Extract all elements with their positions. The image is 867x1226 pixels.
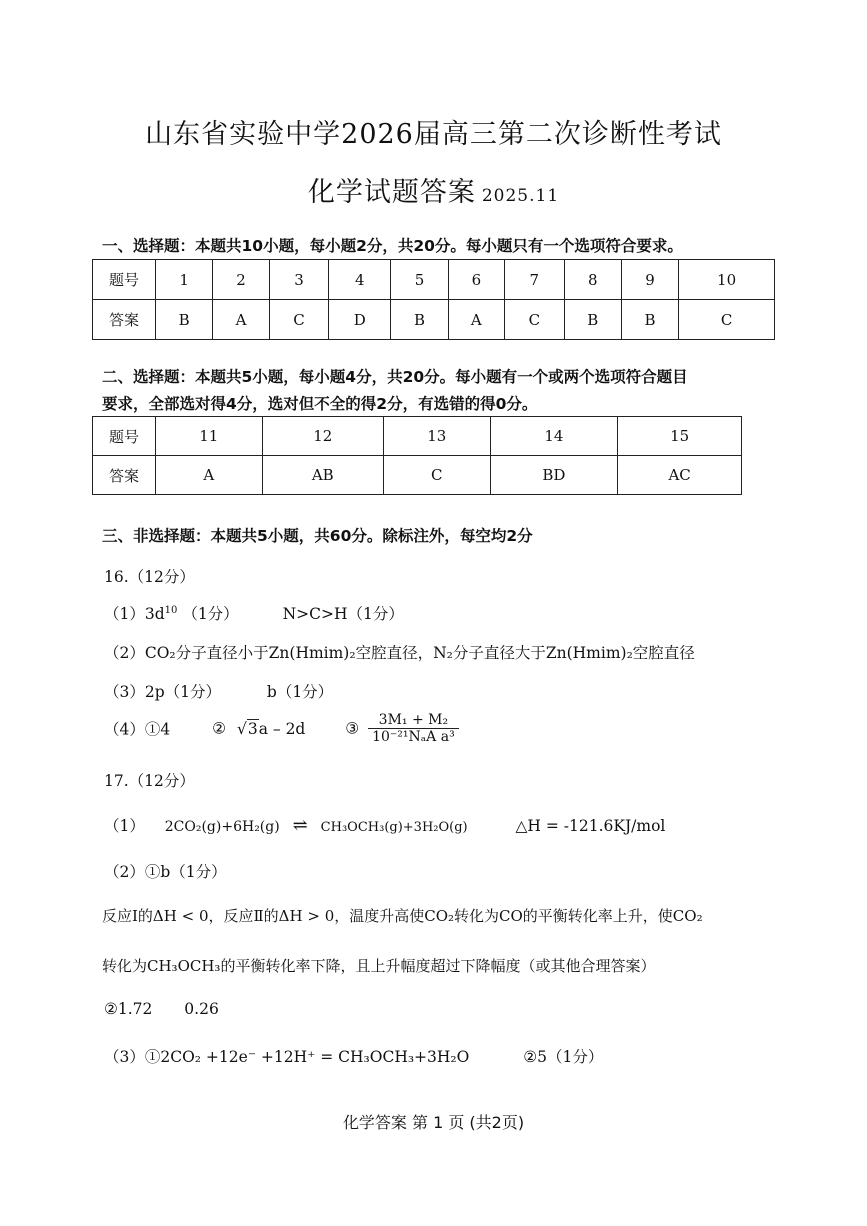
q17-part2-values — [104, 1000, 219, 1018]
q16-part2: （2）CO₂分子直径小于Zn(Hmim)₂空腔直径，N₂分子直径大于Zn(Hmim)₂空腔直径 — [104, 644, 695, 662]
answer-cell: AB — [262, 456, 383, 495]
q16-p3-b: b（1分） — [266, 683, 334, 701]
answer-cell: D — [329, 300, 391, 340]
q17-eq-right: CH₃OCH₃(g)+3H₂O(g) — [320, 820, 468, 835]
question-number-cell: 9 — [621, 260, 678, 300]
fraction-numerator: 3M₁ + M₂ — [368, 712, 459, 729]
question-number-label: 题号 — [93, 260, 156, 300]
q16-p4-c: ③ — [345, 719, 360, 738]
answer-label: 答案 — [93, 300, 156, 340]
sqrt-expression: √3a – 2d — [236, 719, 306, 738]
question-number-cell: 3 — [269, 260, 328, 300]
q16-title: 16.（12分） — [104, 568, 195, 586]
question-number-cell: 6 — [448, 260, 504, 300]
question-number-cell: 2 — [213, 260, 269, 300]
answer-cell: A — [156, 456, 263, 495]
answer-cell: B — [391, 300, 448, 340]
answer-cell: C — [505, 300, 564, 340]
section3-heading: 三、非选择题：本题共5小题，共60分。除标注外，每空均2分 — [102, 527, 533, 545]
question-number-cell: 10 — [679, 260, 775, 300]
page-subtitle — [0, 170, 867, 209]
answer-cell: BD — [490, 456, 618, 495]
question-number-cell: 11 — [156, 417, 263, 456]
answer-cell: B — [156, 300, 213, 340]
question-number-cell: 12 — [262, 417, 383, 456]
q17-p2-c: 0.26 — [184, 1000, 219, 1018]
section1-heading: 一、选择题：本题共10小题，每小题2分，共20分。每小题只有一个选项符合要求。 — [102, 237, 683, 255]
section2-heading-line2: 要求，全部选对得4分，选对但不全的得2分，有选错的得0分。 — [102, 395, 538, 413]
question-number-cell: 14 — [490, 417, 618, 456]
q16-part1 — [104, 602, 404, 624]
q17-p1-prefix: （1） — [104, 817, 145, 835]
q17-p3-a: （3）①2CO₂ +12e⁻ +12H⁺ = CH₃OCH₃+3H₂O — [104, 1048, 470, 1066]
density-fraction — [368, 712, 459, 745]
answer-cell: C — [679, 300, 775, 340]
section1-answer-table — [92, 259, 775, 340]
q16-p4-a: （4）①4 — [104, 720, 171, 739]
q17-explanation-line2: 转化为CH₃OCH₃的平衡转化率下降，且上升幅度超过下降幅度（或其他合理答案） — [102, 957, 656, 975]
question-number-label: 题号 — [93, 417, 156, 456]
q17-title: 17.（12分） — [104, 772, 195, 790]
fraction-denominator: 10⁻²¹NₐA a³ — [372, 729, 455, 745]
answer-label: 答案 — [93, 456, 156, 495]
section2-heading-line1: 二、选择题：本题共5小题，每小题4分，共20分。每小题有一个或两个选项符合题目 — [102, 368, 688, 386]
question-number-cell: 1 — [156, 260, 213, 300]
answer-cell: C — [383, 456, 490, 495]
q16-p1-b: N>C>H（1分） — [282, 605, 404, 623]
page-title: 山东省实验中学2026届高三第二次诊断性考试 — [145, 119, 722, 150]
exam-date: 2025.11 — [481, 186, 560, 206]
equilibrium-arrow-icon: ⇌ — [292, 815, 308, 836]
answer-cell: A — [213, 300, 269, 340]
q17-p3-b: ②5（1分） — [523, 1048, 604, 1066]
question-number-cell: 7 — [505, 260, 564, 300]
q16-p1-rest: （1分） — [177, 605, 239, 623]
answer-cell: C — [269, 300, 328, 340]
answer-cell: A — [448, 300, 504, 340]
q16-part4 — [104, 712, 459, 745]
answer-cell: AC — [618, 456, 742, 495]
q17-p2-b: ②1.72 — [104, 1000, 153, 1018]
answer-cell: B — [564, 300, 621, 340]
section2-answer-table — [92, 416, 742, 495]
question-number-cell: 8 — [564, 260, 621, 300]
question-number-cell: 4 — [329, 260, 391, 300]
question-number-cell: 15 — [618, 417, 742, 456]
subtitle-text: 化学试题答案 — [307, 177, 476, 208]
q17-eq-left: 2CO₂(g)+6H₂(g) — [164, 819, 280, 835]
q16-p1-prefix: （1）3d — [104, 605, 165, 623]
q17-part3 — [104, 1045, 603, 1067]
q17-explanation-line1: 反应Ⅰ的ΔH < 0，反应Ⅱ的ΔH > 0，温度升高使CO₂转化为CO的平衡转化率上升，使CO₂ — [102, 907, 703, 925]
question-number-cell: 13 — [383, 417, 490, 456]
question-number-cell: 5 — [391, 260, 448, 300]
q17-part2: （2）①b（1分） — [104, 863, 227, 881]
q16-p1-sup: 10 — [164, 604, 178, 616]
page-footer: 化学答案 第 1 页 (共2页) — [342, 1113, 525, 1132]
q16-part3 — [104, 680, 333, 702]
q17-part1 — [104, 814, 665, 836]
q16-p3-a: （3）2p（1分） — [104, 683, 222, 701]
q16-p4-b: ② — [212, 719, 227, 738]
answer-cell: B — [621, 300, 678, 340]
q17-enthalpy: △H = -121.6KJ/mol — [515, 817, 666, 835]
